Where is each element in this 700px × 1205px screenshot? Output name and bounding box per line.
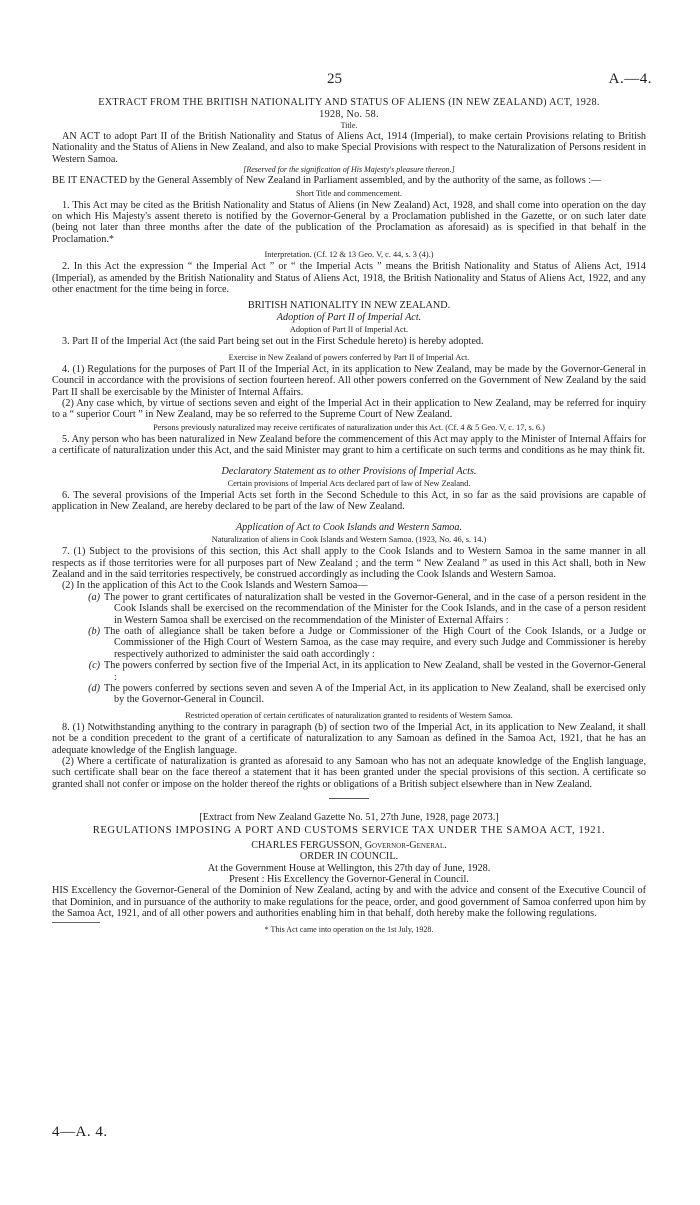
- present-line: Present : His Excellency the Governor-General in Council.: [229, 873, 469, 885]
- section-heading: Persons previously naturalized may receive certificates of naturalization under this Act. (Cf. 4 & 5 Geo. V, c. 17, s. 6.): [153, 422, 545, 432]
- regulations-title: REGULATIONS IMPOSING A PORT AND CUSTOMS SERVICE TAX UNDER THE SAMOA ACT, 1921.: [92, 824, 606, 836]
- governor-name: CHARLES FERGUSSON, Governor-General.: [251, 839, 447, 851]
- list-item: [52, 592, 646, 626]
- list-item: [52, 683, 646, 706]
- section-8-1: 8. (1) Notwithstanding anything to the contrary in paragraph (b) of section two of the Imperial Act, in its application to New Zealand, it shall not be a condition precedent to the grant of a certificate of naturalization to any Samoan as defined in the Samoa Act, 1921, that he has an adequate knowledge of the English language.: [52, 721, 646, 756]
- section-heading: Adoption of Part II of Imperial Act.: [289, 325, 409, 335]
- order-in-council: ORDER IN COUNCIL.: [299, 851, 399, 863]
- page-content: [52, 97, 646, 935]
- section-4-1: 4. (1) Regulations for the purposes of Part II of the Imperial Act, in its application to New Zealand, may be made by the Governor-General in Council in accordance with the provisions of section fourteen hereof. All other powers conferred on the Government of New Zealand by the said Part II shall be exercisable by the Minister of Internal Affairs.: [52, 363, 646, 398]
- page-signature: 4—A. 4.: [52, 1124, 108, 1140]
- page-header: [0, 71, 700, 91]
- long-title: AN ACT to adopt Part II of the British Nationality and Status of Aliens Act, 1914 (Imperial), to make certain Provisions relating to British Nationality and the Status of Aliens in New Zealand, and also to make Special Provisions with respect to the Naturalization of Persons resident in Western Samoa.: [52, 131, 646, 165]
- list-item: [52, 626, 646, 660]
- list-item: [52, 660, 646, 683]
- place-date: At the Government House at Wellington, this 27th day of June, 1928.: [207, 862, 491, 874]
- section-heading: Short Title and commencement.: [295, 188, 402, 198]
- enacting-clause: BE IT ENACTED by the General Assembly of New Zealand in Parliament assembled, and by the authority of the same, as follows :—: [52, 175, 602, 187]
- title-label: Title.: [340, 121, 358, 130]
- section-heading: Certain provisions of Imperial Acts declared part of law of New Zealand.: [227, 478, 471, 488]
- section-heading: Exercise in New Zealand of powers conferred by Part II of Imperial Act.: [228, 352, 470, 362]
- section-divider: [329, 798, 369, 799]
- regulations-preamble: HIS Excellency the Governor-General of the Dominion of New Zealand, acting by and with the advice and consent of the Executive Council of that Dominion, and in pursuance of the authority to make regulations for the peace, order, and good government of Samoa conferred upon him by the Samoa Act, 1921, and of all other powers and authorities enabling him in that behalf, doth hereby make the following regulations.: [52, 885, 646, 920]
- section-7-2: (2) In the application of this Act to the Cook Islands and Western Samoa—: [62, 580, 368, 592]
- declaratory-heading: Declaratory Statement as to other Provisions of Imperial Acts.: [221, 465, 477, 477]
- page-number: 25: [327, 71, 342, 87]
- section-heading: Naturalization of aliens in Cook Islands and Western Samoa. (1923, No. 46, s. 14.): [211, 535, 487, 545]
- cook-islands-heading: Application of Act to Cook Islands and Western Samoa.: [235, 521, 463, 533]
- list-item-label: (a): [88, 591, 100, 603]
- act-title: EXTRACT FROM THE BRITISH NATIONALITY AND STATUS OF ALIENS (IN NEW ZEALAND) ACT, 1928.: [98, 97, 600, 108]
- list-item-label: (b): [88, 626, 100, 637]
- act-number: 1928, No. 58.: [319, 109, 379, 120]
- section-heading: Interpretation. (Cf. 12 & 13 Geo. V, c. 44, s. 3 (4).): [264, 250, 434, 260]
- list-item-text: The oath of allegiance shall be taken before a Judge or Commissioner of the High Court of the Cook Islands, or a Judge or Commissioner of the High Court of Western Samoa, as the case may require, and every such Judge and Commissioner is hereby respectively authorized to administer the said oath accordingly :: [104, 626, 646, 660]
- list-item-text: The power to grant certificates of naturalization shall be vested in the Governor-General, and in the case of a person resident in the Cook Islands shall be exercised on the recommendation of the Minister for the Cook Islands, and in the case of a person resident in Western Samoa shall be exercised on the recommendation of the Minister of External Affairs :: [104, 591, 646, 626]
- section-1: 1. This Act may be cited as the British Nationality and Status of Aliens (in New Zealand) Act, 1928, and shall come into operation on the day on which His Majesty's assent thereto is notified by the Governor-General by a Proclamation published in the Gazette, or on such later date (being not later than three months after the date of the publication of the Proclamation as aforesaid) as is specified in that behalf in the Proclamation.*: [52, 199, 646, 245]
- footnote-rule: [52, 922, 100, 923]
- part-heading: BRITISH NATIONALITY IN NEW ZEALAND.: [247, 300, 451, 312]
- list-item-label: (d): [88, 683, 100, 695]
- document-reference: A.—4.: [608, 71, 652, 87]
- part-subheading: Adoption of Part II of Imperial Act.: [276, 311, 422, 323]
- section-6: 6. The several provisions of the Imperial Acts set forth in the Second Schedule to this Act, in so far as the said provisions are capable of application in New Zealand, are hereby declared to be part of the law of New Zealand.: [52, 489, 646, 513]
- section-heading: Restricted operation of certain certificates of naturalization granted to residents of Western Samoa.: [185, 710, 513, 720]
- footnote: * This Act came into operation on the 1st July, 1928.: [264, 924, 434, 934]
- list-item-text: The powers conferred by sections seven and seven A of the Imperial Act, in its application to New Zealand, shall be exercised only by the Governor-General in Council.: [104, 683, 646, 706]
- gazette-source: [Extract from New Zealand Gazette No. 51, 27th June, 1928, page 2073.]: [199, 812, 499, 824]
- section-5: 5. Any person who has been naturalized in New Zealand before the commencement of this Act may apply to the Minister of Internal Affairs for a certificate of naturalization under this Act, and the said Minister may grant to him a certificate on such terms and conditions as he may think fit.: [52, 433, 646, 457]
- section-4-2: (2) Any case which, by virtue of sections seven and eight of the Imperial Act in their application to New Zealand, may be referred for inquiry to a “ superior Court ” in New Zealand, may be so referred to the Supreme Court of New Zealand.: [52, 397, 646, 421]
- section-7-1: 7. (1) Subject to the provisions of this section, this Act shall apply to the Cook Islands and to Western Samoa in the same manner in all respects as if those territories were for all purposes part of New Zealand ; and the term “ New Zealand ” as used in this Act shall, both in New Zealand and in the said territories respectively, be construed accordingly as including the Cook Islands and Western Samoa.: [52, 546, 646, 580]
- section-8-2: (2) Where a certificate of naturalization is granted as aforesaid to any Samoan who has not an adequate knowledge of the English language, such certificate shall bear on the face thereof a statement that it has been granted under the special provisions of this section. A certificate so granted shall not confer or impose on the holder thereof the rights or obligations of a British subject elsewhere than in New Zealand.: [52, 756, 646, 790]
- list-item-label: (c): [88, 660, 100, 672]
- section-2: 2. In this Act the expression “ the Imperial Act ” or “ the Imperial Acts ” means the British Nationality and Status of Aliens Act, 1914 (Imperial), as amended by the British Nationality and Status of Aliens Act, 1918, the British Nationality and Status of Aliens Act, 1922, and any other enactment for the time being in force.: [52, 261, 646, 296]
- reservation-note: [Reserved for the signification of His Majesty's pleasure thereon.]: [243, 165, 455, 175]
- list-item-text: The powers conferred by section five of the Imperial Act, in its application to New Zealand, shall be vested in the Governor-General :: [104, 660, 646, 683]
- section-3: 3. Part II of the Imperial Act (the said Part being set out in the First Schedule hereto) is hereby adopted.: [62, 336, 484, 348]
